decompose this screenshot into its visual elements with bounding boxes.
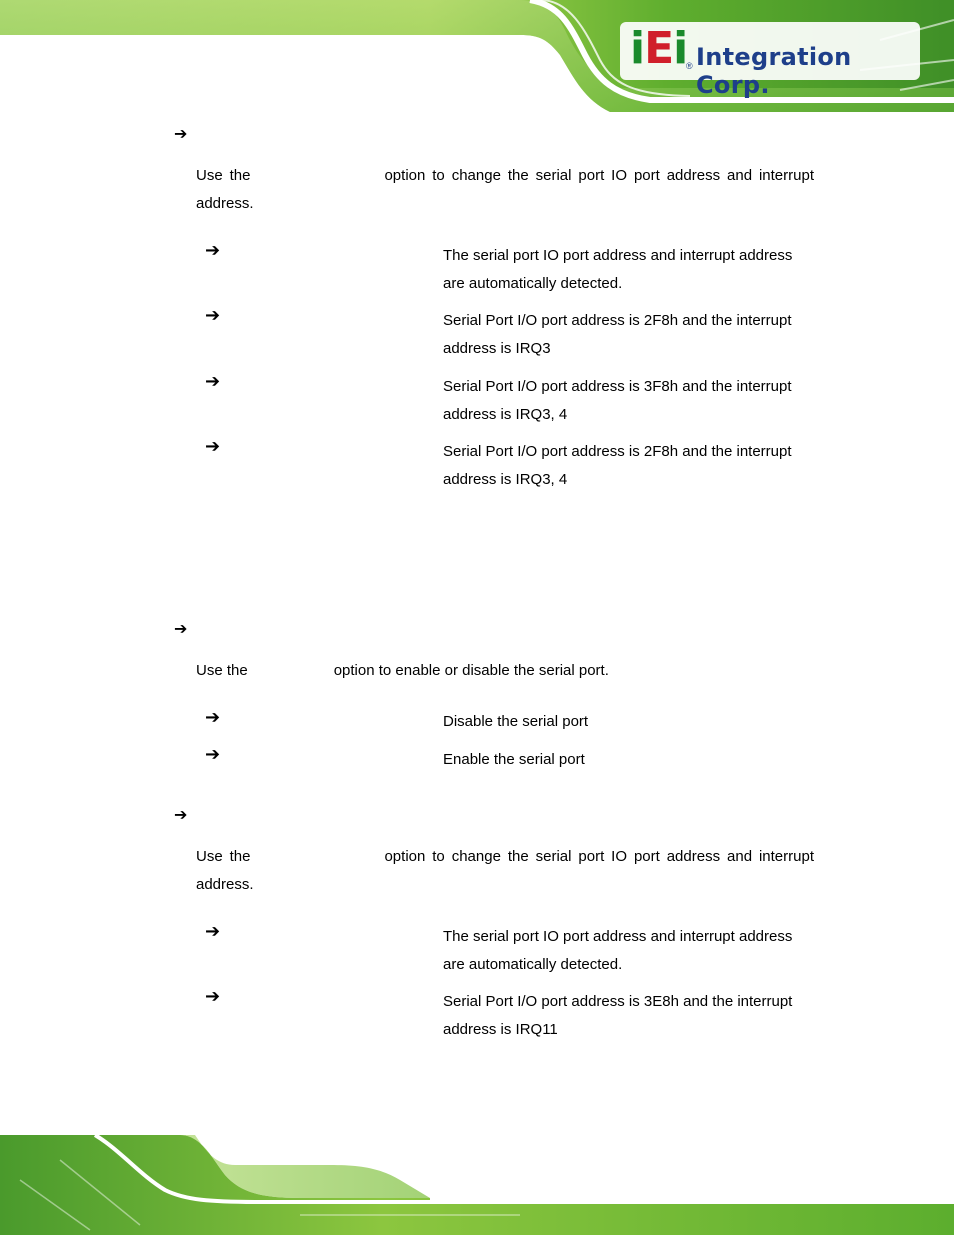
registered-mark: ® — [686, 61, 693, 71]
arrow-right-icon: ➔ — [174, 124, 188, 143]
arrow-right-icon: ➔ — [205, 436, 221, 457]
arrow-right-icon: ➔ — [205, 744, 221, 765]
arrow-right-icon: ➔ — [205, 921, 221, 942]
option-description: Serial Port I/O port address is 3F8h and the interrupt address is IRQ3, 4 — [443, 378, 792, 423]
arrow-right-icon: ➔ — [205, 240, 221, 261]
option-description: Serial Port I/O port address is 2F8h and the interrupt address is IRQ3, 4 — [443, 443, 792, 488]
option-description: The serial port IO port address and interrupt address are automatically detected. — [443, 247, 793, 292]
arrow-right-icon: ➔ — [205, 986, 221, 1007]
option-description: The serial port IO port address and interrupt address are automatically detected. — [443, 928, 793, 973]
arrow-right-icon: ➔ — [205, 371, 221, 392]
footer-banner — [0, 1130, 954, 1235]
option-description: Disable the serial port — [443, 713, 589, 730]
arrow-right-icon: ➔ — [205, 305, 221, 326]
option-description: Serial Port I/O port address is 2F8h and the interrupt address is IRQ3 — [443, 312, 792, 357]
section-description: Use the option to change the serial port IO port address and interrupt address. — [196, 848, 814, 893]
option-description: Enable the serial port — [443, 751, 585, 768]
option-description: Serial Port I/O port address is 3E8h and the interrupt address is IRQ11 — [443, 993, 793, 1038]
arrow-right-icon: ➔ — [174, 619, 188, 638]
section-description: Use the option to change the serial port IO port address and interrupt address. — [196, 167, 814, 212]
section-description: Use the option to enable or disable the serial port. — [196, 662, 609, 679]
arrow-right-icon: ➔ — [205, 707, 221, 728]
iei-logo-mark: iEi — [630, 23, 688, 74]
arrow-right-icon: ➔ — [174, 805, 188, 824]
logo-wordmark: Integration Corp. — [696, 43, 852, 99]
company-logo — [630, 23, 920, 99]
